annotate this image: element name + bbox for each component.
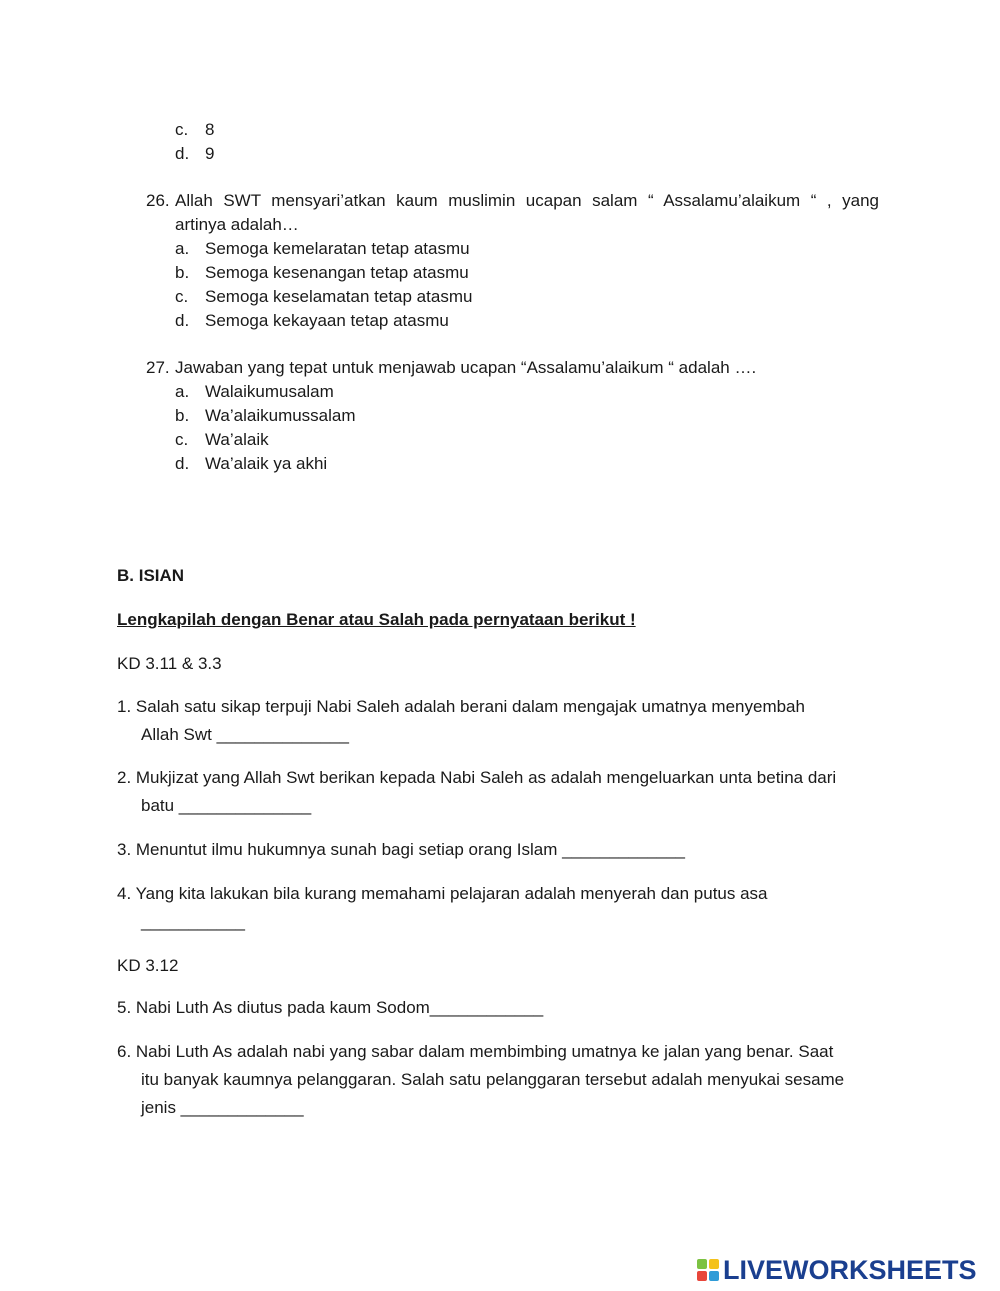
option-text: Semoga kemelaratan tetap atasmu	[205, 239, 470, 258]
statement-2-line2[interactable]: batu ______________	[141, 796, 312, 815]
option-letter: b.	[175, 406, 190, 425]
statement-6-line1: 6. Nabi Luth As adalah nabi yang sabar dalam membimbing umatnya ke jalan yang benar. Saat	[117, 1042, 834, 1061]
option-text: 9	[205, 144, 215, 163]
statement-6-line2: itu banyak kaumnya pelanggaran. Salah satu pelanggaran tersebut adalah menyukai sesame	[141, 1070, 845, 1089]
question-number: 27.	[146, 358, 170, 377]
logo-grid-icon	[697, 1259, 719, 1281]
statement-1-line1: 1. Salah satu sikap terpuji Nabi Saleh adalah berani dalam mengajak umatnya menyembah	[117, 697, 805, 716]
question-text-line2: artinya adalah…	[175, 215, 299, 234]
statement-1-line2[interactable]: Allah Swt ______________	[141, 725, 349, 744]
option-text: Walaikumusalam	[205, 382, 334, 401]
option-letter: b.	[175, 263, 190, 282]
option-text: Wa’alaik ya akhi	[205, 454, 328, 473]
section-heading: B. ISIAN	[117, 566, 185, 585]
option-text: Semoga keselamatan tetap atasmu	[205, 287, 473, 306]
option-letter: c.	[175, 287, 189, 306]
option-letter: d.	[175, 454, 190, 473]
statement-5[interactable]: 5. Nabi Luth As diutus pada kaum Sodom____________	[117, 998, 544, 1017]
option-text: 8	[205, 120, 215, 139]
statement-2-line1: 2. Mukjizat yang Allah Swt berikan kepada Nabi Saleh as adalah mengeluarkan unta betina dari	[117, 768, 837, 787]
liveworksheets-logo	[697, 1254, 977, 1286]
question-text-line1: Allah SWT mensyari’atkan kaum muslimin ucapan salam “ Assalamu’alaikum “ , yang	[175, 191, 879, 210]
option-letter: c.	[175, 430, 189, 449]
logo-tile-red	[697, 1271, 707, 1281]
statement-4-line1: 4. Yang kita lakukan bila kurang memahami pelajaran adalah menyerah dan putus asa	[117, 884, 768, 903]
question-text: Jawaban yang tepat untuk menjawab ucapan “Assalamu’alaikum “ adalah ….	[175, 358, 757, 377]
option-letter: c.	[175, 120, 189, 139]
option-text: Wa’alaikumussalam	[205, 406, 356, 425]
logo-tile-yellow	[709, 1259, 719, 1269]
logo-text: LIVEWORKSHEETS	[723, 1254, 977, 1285]
statement-4-blank[interactable]: ___________	[141, 912, 246, 931]
option-text: Semoga kekayaan tetap atasmu	[205, 311, 449, 330]
option-letter: d.	[175, 311, 190, 330]
statement-6-line3[interactable]: jenis _____________	[141, 1098, 304, 1117]
section-instruction: Lengkapilah dengan Benar atau Salah pada pernyataan berikut !	[117, 610, 636, 629]
logo-tile-blue	[709, 1271, 719, 1281]
option-letter: a.	[175, 239, 190, 258]
option-text: Semoga kesenangan tetap atasmu	[205, 263, 469, 282]
option-letter: a.	[175, 382, 190, 401]
option-letter: d.	[175, 144, 190, 163]
statement-3[interactable]: 3. Menuntut ilmu hukumnya sunah bagi setiap orang Islam _____________	[117, 840, 685, 859]
kd-label: KD 3.12	[117, 956, 179, 975]
kd-label: KD 3.11 & 3.3	[117, 654, 222, 673]
logo-tile-green	[697, 1259, 707, 1269]
option-text: Wa’alaik	[205, 430, 269, 449]
question-number: 26.	[146, 191, 170, 210]
